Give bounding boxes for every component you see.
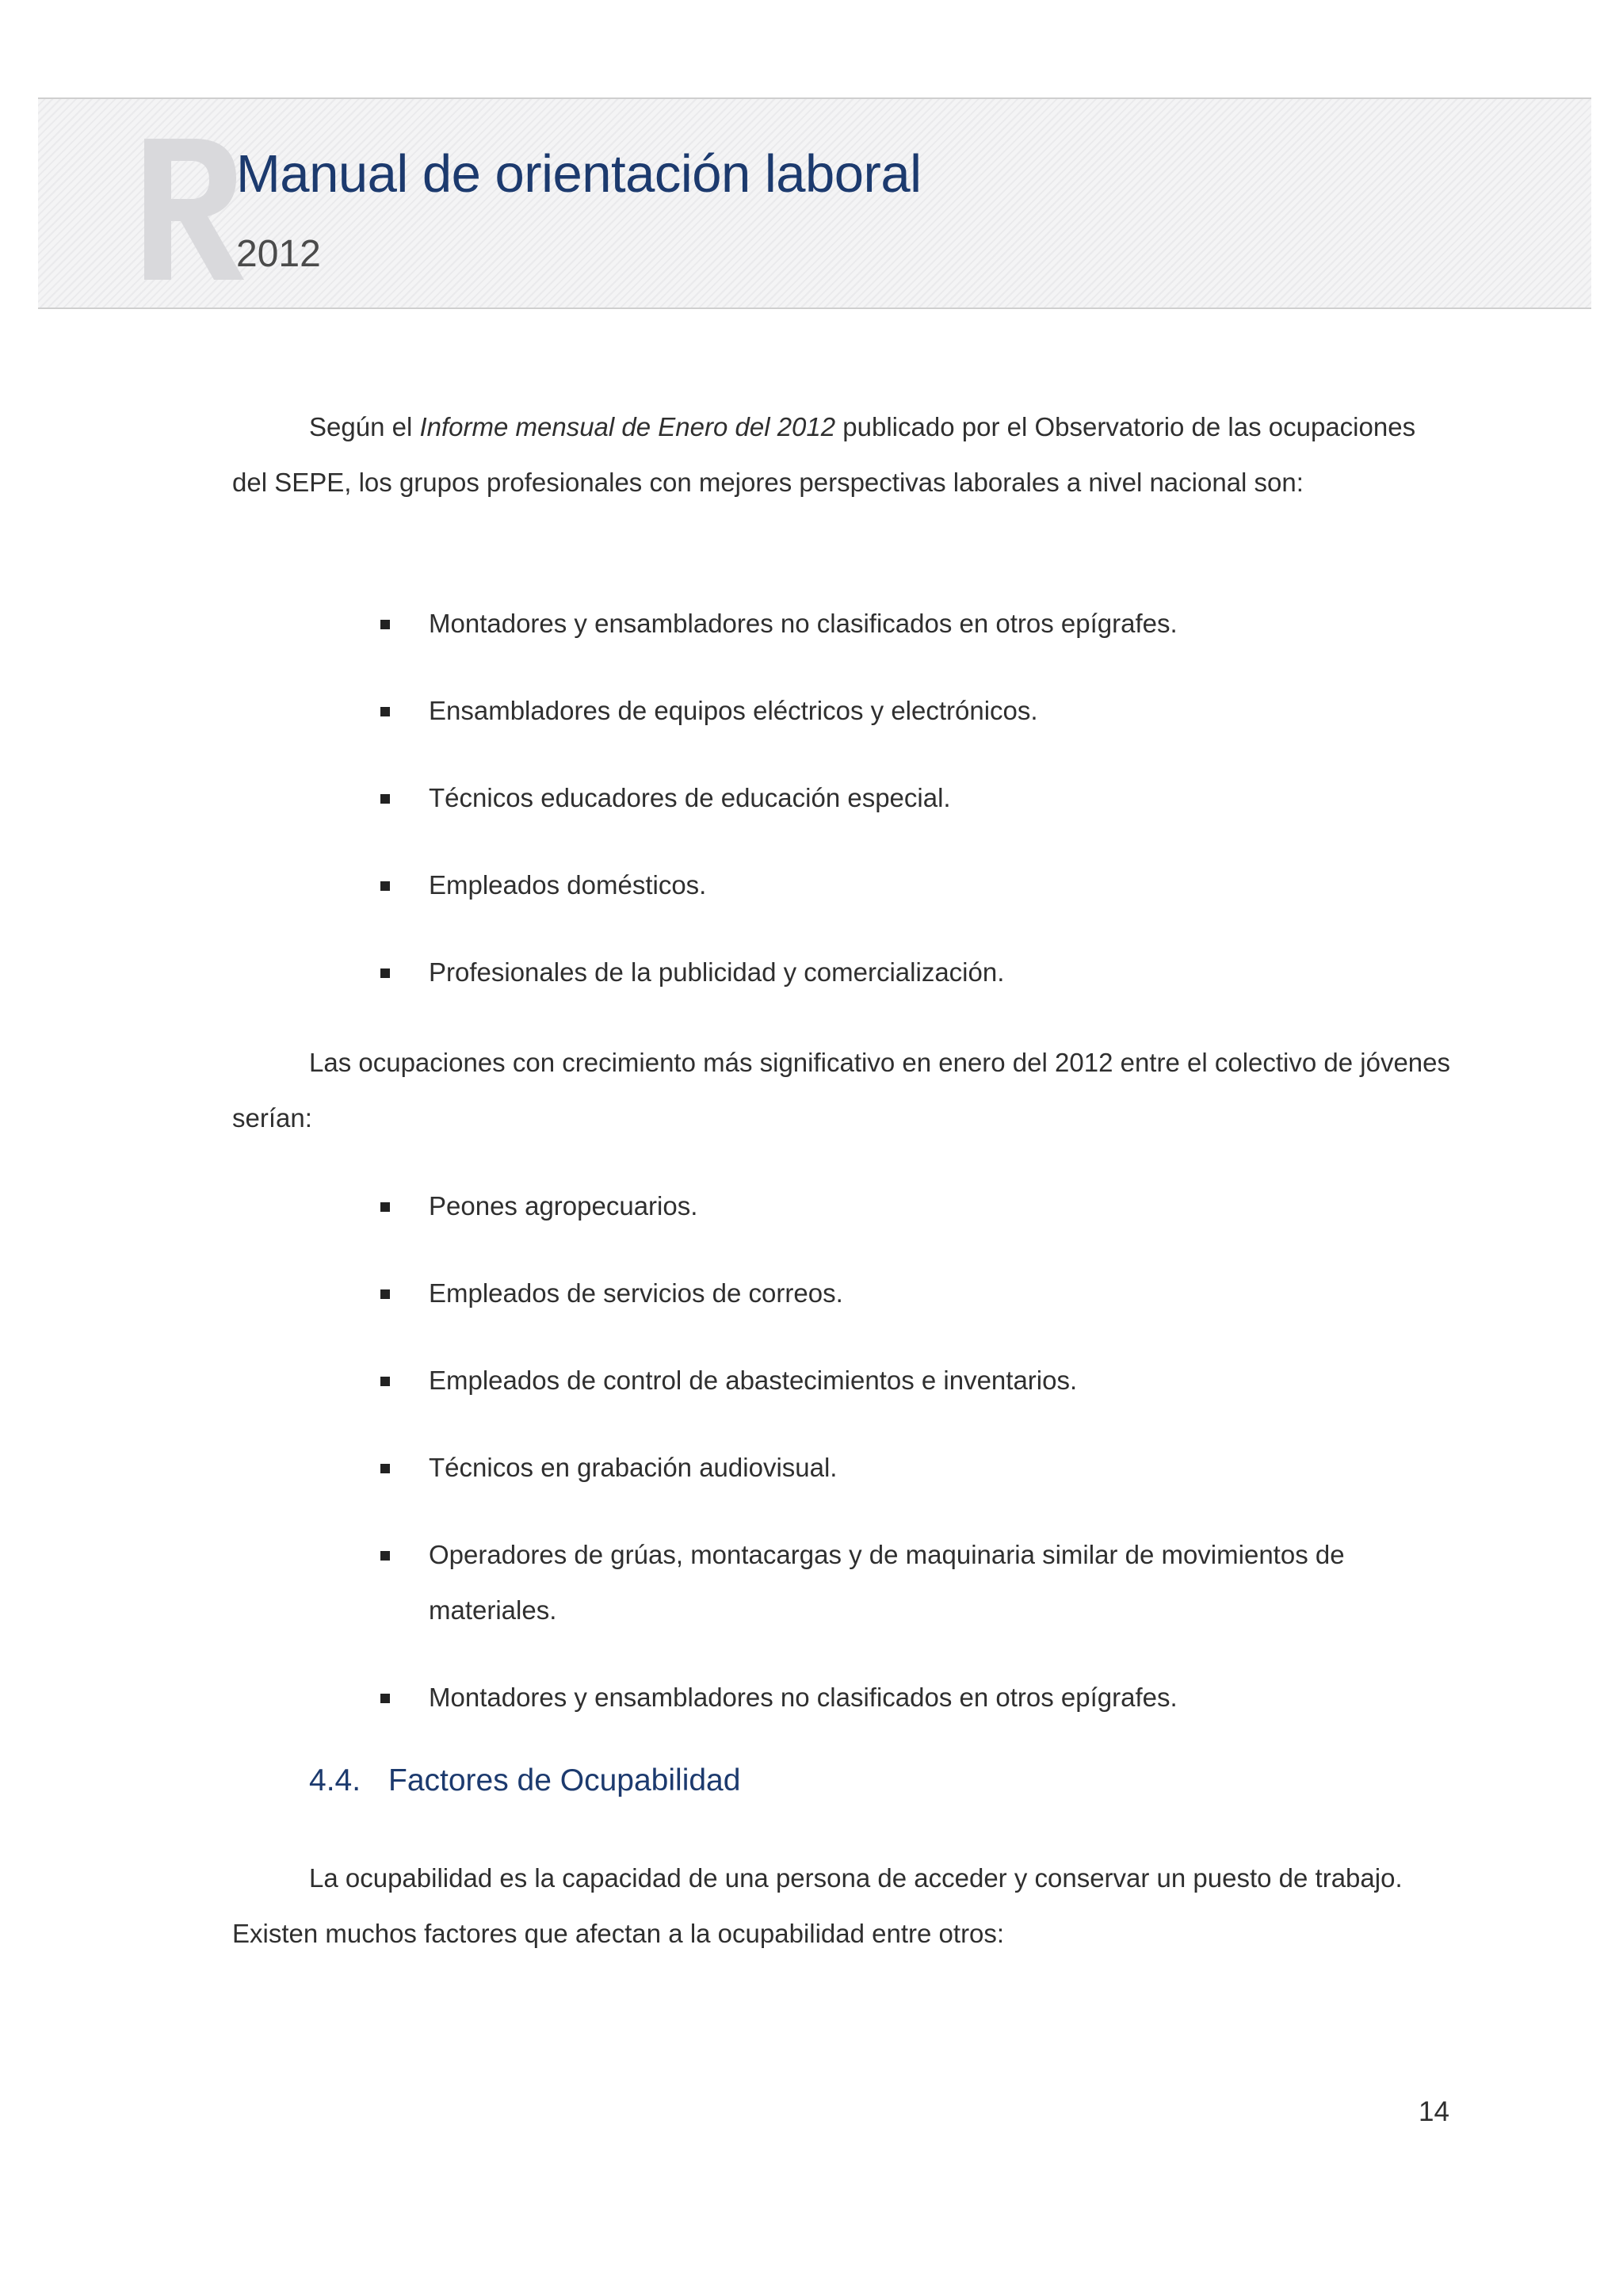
square-bullet-icon bbox=[380, 1202, 390, 1212]
list-item bbox=[380, 1266, 1411, 1321]
report-title-italic: Informe mensual de Enero del 2012 bbox=[419, 412, 836, 441]
section-number: 4.4. bbox=[309, 1763, 361, 1797]
list-item bbox=[380, 1440, 1411, 1496]
youth-paragraph: Las ocupaciones con crecimiento más significativo en enero del 2012 entre el colectivo de jóvenes serían: bbox=[232, 1048, 1451, 1133]
list-item bbox=[380, 1527, 1411, 1638]
list-item-text: Operadores de grúas, montacargas y de maquinaria similar de movimientos de materiales. bbox=[429, 1540, 1345, 1625]
page-header bbox=[38, 97, 1591, 309]
list-item-text: Profesionales de la publicidad y comercialización. bbox=[429, 957, 1005, 987]
square-bullet-icon bbox=[380, 881, 390, 891]
list-item bbox=[380, 596, 1411, 651]
page-number: 14 bbox=[1419, 2096, 1449, 2127]
list-item-text: Montadores y ensambladores no clasificados en otros epígrafes. bbox=[429, 609, 1178, 638]
list-item bbox=[380, 1670, 1411, 1725]
square-bullet-icon bbox=[380, 620, 390, 629]
list-item-text: Técnicos en grabación audiovisual. bbox=[429, 1453, 838, 1482]
list-item-text: Empleados de servicios de correos. bbox=[429, 1278, 843, 1308]
list-item-text: Peones agropecuarios. bbox=[429, 1191, 698, 1221]
square-bullet-icon bbox=[380, 968, 390, 978]
intro-suffix: publicado por el Observatorio de las ocupaciones del SEPE, los grupos profesionales con mejores perspectivas laborales a nivel nacional son: bbox=[232, 412, 1416, 497]
professional-groups-list bbox=[380, 596, 1411, 1032]
intro-prefix: Según el bbox=[309, 412, 420, 441]
square-bullet-icon bbox=[380, 1377, 390, 1386]
section-title: Factores de Ocupabilidad bbox=[388, 1763, 741, 1797]
document-year: 2012 bbox=[236, 233, 321, 275]
section-heading bbox=[309, 1763, 740, 1798]
list-item bbox=[380, 945, 1411, 1000]
list-item-text: Ensambladores de equipos eléctricos y electrónicos. bbox=[429, 696, 1038, 725]
list-item-text: Empleados de control de abastecimientos e inventarios. bbox=[429, 1366, 1078, 1395]
square-bullet-icon bbox=[380, 1464, 390, 1473]
employability-paragraph: La ocupabilidad es la capacidad de una persona de acceder y conservar un puesto de trabajo. Existen muchos factores que afectan a la ocupabilidad entre otros: bbox=[232, 1863, 1403, 1948]
list-item-text: Empleados domésticos. bbox=[429, 870, 707, 900]
square-bullet-icon bbox=[380, 707, 390, 716]
list-item bbox=[380, 1353, 1411, 1408]
square-bullet-icon bbox=[380, 1551, 390, 1561]
square-bullet-icon bbox=[380, 794, 390, 804]
list-item bbox=[380, 770, 1411, 826]
list-item-text: Montadores y ensambladores no clasificados en otros epígrafes. bbox=[429, 1683, 1178, 1712]
list-item bbox=[380, 1179, 1411, 1234]
intro-paragraph bbox=[232, 399, 1453, 510]
list-item-text: Técnicos educadores de educación especial. bbox=[429, 783, 951, 812]
list-item bbox=[380, 858, 1411, 913]
square-bullet-icon bbox=[380, 1694, 390, 1703]
list-item bbox=[380, 683, 1411, 739]
document-title: Manual de orientación laboral bbox=[236, 144, 922, 204]
r-letter-logo-icon bbox=[95, 117, 254, 291]
youth-occupations-list bbox=[380, 1179, 1411, 1757]
square-bullet-icon bbox=[380, 1289, 390, 1299]
